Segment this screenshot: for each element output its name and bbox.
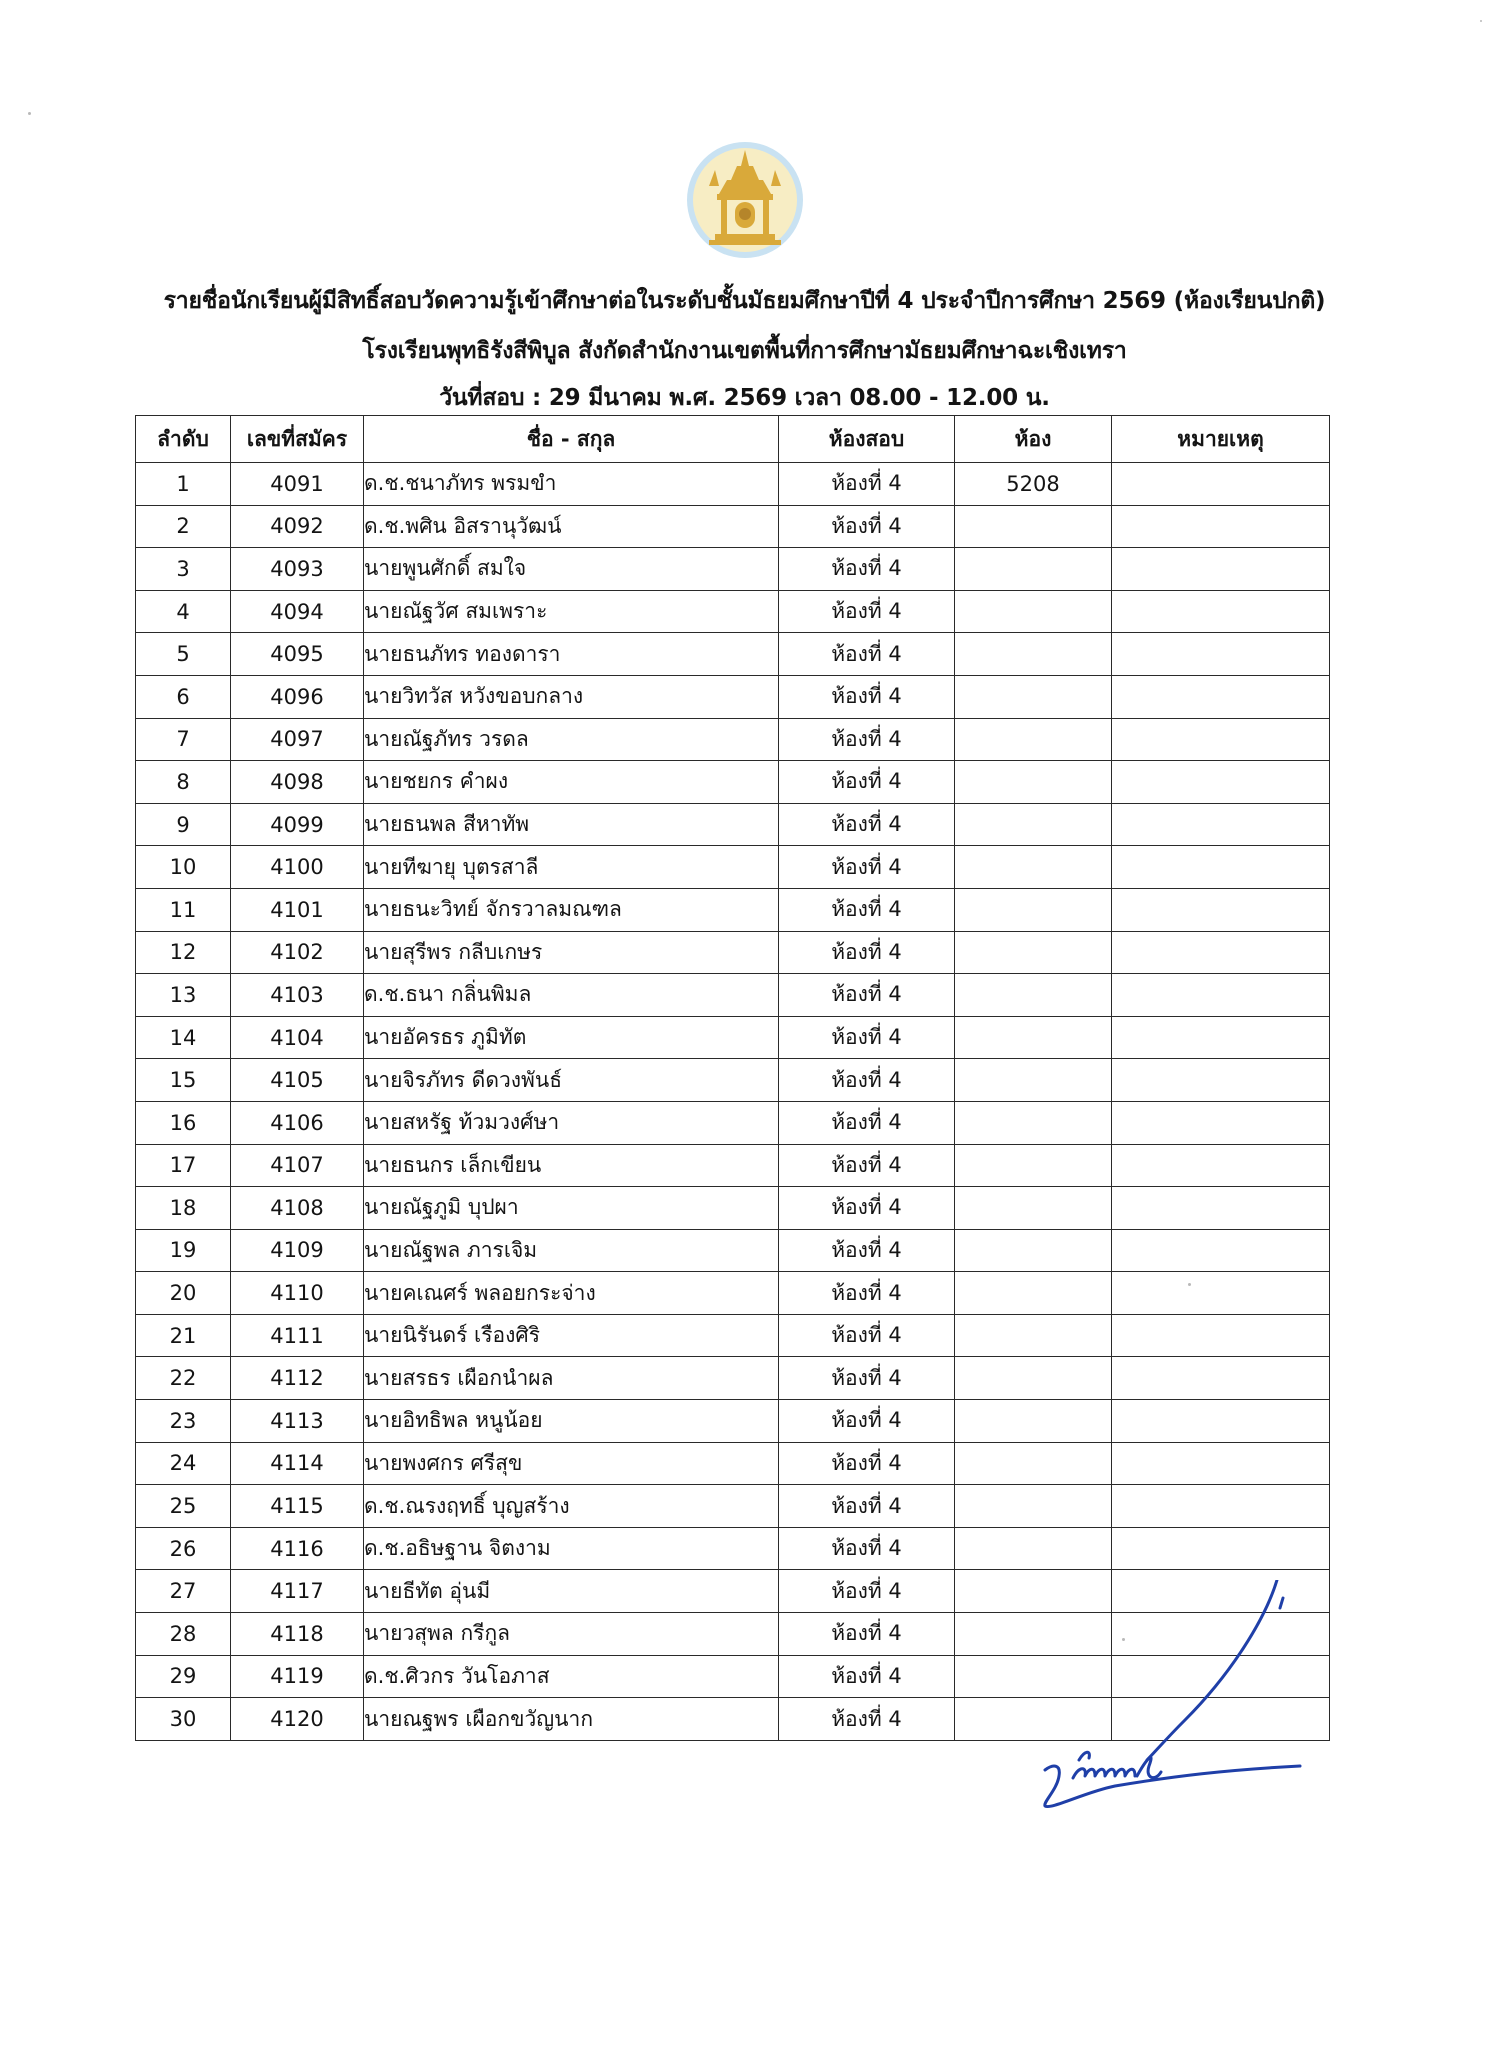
cell-exam-room: ห้องที่ 4 — [779, 633, 955, 676]
table-row — [136, 931, 1330, 974]
cell-room — [955, 1059, 1112, 1102]
cell-remark — [1112, 590, 1330, 633]
cell-name: นายธนพล สีหาทัพ — [364, 803, 779, 846]
cell-name: ด.ช.ชนาภัทร พรมขำ — [364, 463, 779, 506]
table-row — [136, 888, 1330, 931]
table-row — [136, 1485, 1330, 1528]
cell-order: 10 — [136, 846, 231, 889]
cell-exam-room: ห้องที่ 4 — [779, 590, 955, 633]
cell-room: 5208 — [955, 463, 1112, 506]
cell-room — [955, 505, 1112, 548]
handwritten-signature — [1015, 1580, 1315, 1850]
cell-exam-room: ห้องที่ 4 — [779, 1613, 955, 1656]
cell-app-no: 4112 — [231, 1357, 364, 1400]
cell-name: นายวสุพล กรีกูล — [364, 1613, 779, 1656]
table-row — [136, 1229, 1330, 1272]
cell-exam-room: ห้องที่ 4 — [779, 846, 955, 889]
cell-remark — [1112, 931, 1330, 974]
cell-name: นายสุรีพร กลีบเกษร — [364, 931, 779, 974]
cell-name: นายณัฐพล ภารเจิม — [364, 1229, 779, 1272]
cell-order: 2 — [136, 505, 231, 548]
cell-name: นายพงศกร ศรีสุข — [364, 1442, 779, 1485]
cell-exam-room: ห้องที่ 4 — [779, 1101, 955, 1144]
cell-exam-room: ห้องที่ 4 — [779, 1527, 955, 1570]
col-header-exam-room: ห้องสอบ — [779, 416, 955, 463]
cell-exam-room: ห้องที่ 4 — [779, 505, 955, 548]
cell-name: นายนิรันดร์ เรืองศิริ — [364, 1314, 779, 1357]
cell-app-no: 4098 — [231, 761, 364, 804]
cell-name: ด.ช.อธิษฐาน จิตงาม — [364, 1527, 779, 1570]
col-header-name: ชื่อ - สกุล — [364, 416, 779, 463]
cell-app-no: 4105 — [231, 1059, 364, 1102]
cell-order: 23 — [136, 1400, 231, 1443]
cell-name: นายอัครธร ภูมิทัต — [364, 1016, 779, 1059]
cell-room — [955, 1144, 1112, 1187]
cell-app-no: 4109 — [231, 1229, 364, 1272]
cell-remark — [1112, 1101, 1330, 1144]
table-row — [136, 1357, 1330, 1400]
cell-app-no: 4095 — [231, 633, 364, 676]
cell-name: ด.ช.พศิน อิสรานุวัฒน์ — [364, 505, 779, 548]
cell-exam-room: ห้องที่ 4 — [779, 1357, 955, 1400]
table-row — [136, 846, 1330, 889]
cell-app-no: 4120 — [231, 1698, 364, 1741]
cell-room — [955, 1400, 1112, 1443]
heading-line-3: วันที่สอบ : 29 มีนาคม พ.ศ. 2569 เวลา 08.00 - 12.00 น. — [439, 385, 1050, 411]
cell-app-no: 4097 — [231, 718, 364, 761]
col-header-room: ห้อง — [955, 416, 1112, 463]
cell-room — [955, 1485, 1112, 1528]
cell-name: ด.ช.ธนา กลิ่นพิมล — [364, 974, 779, 1017]
cell-app-no: 4119 — [231, 1655, 364, 1698]
cell-remark — [1112, 846, 1330, 889]
cell-name: นายชยกร คำผง — [364, 761, 779, 804]
cell-order: 13 — [136, 974, 231, 1017]
cell-name: ด.ช.ณรงฤทธิ์ บุญสร้าง — [364, 1485, 779, 1528]
cell-remark — [1112, 1059, 1330, 1102]
cell-exam-room: ห้องที่ 4 — [779, 888, 955, 931]
table-row — [136, 590, 1330, 633]
cell-order: 18 — [136, 1187, 231, 1230]
cell-app-no: 4111 — [231, 1314, 364, 1357]
cell-remark — [1112, 974, 1330, 1017]
cell-name: นายพูนศักดิ์ สมใจ — [364, 548, 779, 591]
cell-app-no: 4107 — [231, 1144, 364, 1187]
cell-remark — [1112, 675, 1330, 718]
cell-order: 11 — [136, 888, 231, 931]
cell-exam-room: ห้องที่ 4 — [779, 1016, 955, 1059]
cell-remark — [1112, 1527, 1330, 1570]
cell-app-no: 4092 — [231, 505, 364, 548]
cell-app-no: 4118 — [231, 1613, 364, 1656]
table-row — [136, 1272, 1330, 1315]
cell-room — [955, 888, 1112, 931]
table-row — [136, 548, 1330, 591]
cell-room — [955, 718, 1112, 761]
cell-remark — [1112, 1314, 1330, 1357]
heading-line-1: รายชื่อนักเรียนผู้มีสิทธิ์สอบวัดความรู้เข้าศึกษาต่อในระดับชั้นมัธยมศึกษาปีที่ 4 ประจำปีการศึกษา 2569 (ห้องเรียนปกติ) — [163, 288, 1326, 314]
cell-order: 21 — [136, 1314, 231, 1357]
cell-room — [955, 846, 1112, 889]
cell-remark — [1112, 1144, 1330, 1187]
cell-order: 24 — [136, 1442, 231, 1485]
cell-exam-room: ห้องที่ 4 — [779, 718, 955, 761]
cell-room — [955, 1229, 1112, 1272]
cell-app-no: 4113 — [231, 1400, 364, 1443]
cell-room — [955, 1187, 1112, 1230]
cell-room — [955, 548, 1112, 591]
table-row — [136, 505, 1330, 548]
cell-room — [955, 675, 1112, 718]
cell-room — [955, 931, 1112, 974]
cell-room — [955, 1016, 1112, 1059]
cell-app-no: 4106 — [231, 1101, 364, 1144]
cell-exam-room: ห้องที่ 4 — [779, 1314, 955, 1357]
cell-order: 28 — [136, 1613, 231, 1656]
cell-remark — [1112, 761, 1330, 804]
cell-order: 30 — [136, 1698, 231, 1741]
col-header-remark: หมายเหตุ — [1112, 416, 1330, 463]
cell-name: นายณฐพร เผือกขวัญนาก — [364, 1698, 779, 1741]
cell-app-no: 4091 — [231, 463, 364, 506]
cell-order: 16 — [136, 1101, 231, 1144]
cell-room — [955, 974, 1112, 1017]
cell-remark — [1112, 633, 1330, 676]
cell-remark — [1112, 1400, 1330, 1443]
cell-order: 25 — [136, 1485, 231, 1528]
cell-remark — [1112, 1187, 1330, 1230]
table-row — [136, 1442, 1330, 1485]
cell-remark — [1112, 1485, 1330, 1528]
cell-order: 17 — [136, 1144, 231, 1187]
cell-room — [955, 1101, 1112, 1144]
cell-room — [955, 1527, 1112, 1570]
table-row — [136, 463, 1330, 506]
cell-app-no: 4102 — [231, 931, 364, 974]
cell-name: นายณัฐวัศ สมเพราะ — [364, 590, 779, 633]
cell-order: 27 — [136, 1570, 231, 1613]
cell-exam-room: ห้องที่ 4 — [779, 548, 955, 591]
cell-remark — [1112, 463, 1330, 506]
table-row — [136, 803, 1330, 846]
cell-order: 8 — [136, 761, 231, 804]
cell-exam-room: ห้องที่ 4 — [779, 1144, 955, 1187]
cell-order: 20 — [136, 1272, 231, 1315]
cell-exam-room: ห้องที่ 4 — [779, 1485, 955, 1528]
table-row — [136, 1187, 1330, 1230]
cell-name: นายธีทัต อุ่นมี — [364, 1570, 779, 1613]
cell-remark — [1112, 1229, 1330, 1272]
cell-app-no: 4104 — [231, 1016, 364, 1059]
table-row — [136, 1059, 1330, 1102]
cell-name: นายธนกร เล็กเขียน — [364, 1144, 779, 1187]
cell-name: นายณัฐภูมิ บุปผา — [364, 1187, 779, 1230]
cell-remark — [1112, 718, 1330, 761]
cell-room — [955, 590, 1112, 633]
cell-exam-room: ห้องที่ 4 — [779, 1400, 955, 1443]
table-row — [136, 761, 1330, 804]
cell-exam-room: ห้องที่ 4 — [779, 1442, 955, 1485]
cell-app-no: 4116 — [231, 1527, 364, 1570]
cell-exam-room: ห้องที่ 4 — [779, 1229, 955, 1272]
cell-app-no: 4101 — [231, 888, 364, 931]
cell-room — [955, 1272, 1112, 1315]
cell-exam-room: ห้องที่ 4 — [779, 1655, 955, 1698]
cell-order: 26 — [136, 1527, 231, 1570]
cell-exam-room: ห้องที่ 4 — [779, 974, 955, 1017]
cell-app-no: 4099 — [231, 803, 364, 846]
cell-order: 14 — [136, 1016, 231, 1059]
cell-app-no: 4096 — [231, 675, 364, 718]
cell-order: 19 — [136, 1229, 231, 1272]
table-row — [136, 1016, 1330, 1059]
cell-app-no: 4093 — [231, 548, 364, 591]
cell-order: 15 — [136, 1059, 231, 1102]
school-emblem-icon — [685, 140, 805, 260]
table-row — [136, 633, 1330, 676]
cell-app-no: 4110 — [231, 1272, 364, 1315]
cell-app-no: 4115 — [231, 1485, 364, 1528]
table-row — [136, 1144, 1330, 1187]
cell-exam-room: ห้องที่ 4 — [779, 1187, 955, 1230]
cell-name: นายทีฆายุ บุตรสาลี — [364, 846, 779, 889]
cell-exam-room: ห้องที่ 4 — [779, 931, 955, 974]
cell-exam-room: ห้องที่ 4 — [779, 1570, 955, 1613]
cell-exam-room: ห้องที่ 4 — [779, 803, 955, 846]
cell-exam-room: ห้องที่ 4 — [779, 675, 955, 718]
cell-exam-room: ห้องที่ 4 — [779, 1698, 955, 1741]
table-row — [136, 675, 1330, 718]
cell-remark — [1112, 548, 1330, 591]
cell-remark — [1112, 1357, 1330, 1400]
cell-order: 5 — [136, 633, 231, 676]
table-row — [136, 1527, 1330, 1570]
cell-order: 7 — [136, 718, 231, 761]
cell-app-no: 4108 — [231, 1187, 364, 1230]
cell-name: นายอิทธิพล หนูน้อย — [364, 1400, 779, 1443]
cell-exam-room: ห้องที่ 4 — [779, 761, 955, 804]
cell-exam-room: ห้องที่ 4 — [779, 1272, 955, 1315]
cell-name: นายคเณศร์ พลอยกระจ่าง — [364, 1272, 779, 1315]
cell-order: 1 — [136, 463, 231, 506]
cell-room — [955, 1442, 1112, 1485]
cell-remark — [1112, 888, 1330, 931]
cell-name: นายสรธร เผือกนำผล — [364, 1357, 779, 1400]
table-row — [136, 974, 1330, 1017]
table-row — [136, 1101, 1330, 1144]
cell-order: 22 — [136, 1357, 231, 1400]
cell-name: นายสหรัฐ ท้วมวงศ์ษา — [364, 1101, 779, 1144]
cell-remark — [1112, 1272, 1330, 1315]
cell-remark — [1112, 505, 1330, 548]
table-row — [136, 1314, 1330, 1357]
cell-name: นายธนะวิทย์ จักรวาลมณฑล — [364, 888, 779, 931]
scan-speck — [1480, 20, 1482, 22]
cell-remark — [1112, 803, 1330, 846]
cell-name: ด.ช.ศิวกร วันโอภาส — [364, 1655, 779, 1698]
cell-app-no: 4100 — [231, 846, 364, 889]
heading-line-2: โรงเรียนพุทธิรังสีพิบูล สังกัดสำนักงานเขตพื้นที่การศึกษามัธยมศึกษาฉะเชิงเทรา — [362, 338, 1127, 364]
cell-app-no: 4103 — [231, 974, 364, 1017]
cell-order: 6 — [136, 675, 231, 718]
cell-app-no: 4114 — [231, 1442, 364, 1485]
cell-name: นายจิรภัทร ดีดวงพันธ์ — [364, 1059, 779, 1102]
cell-exam-room: ห้องที่ 4 — [779, 1059, 955, 1102]
cell-exam-room: ห้องที่ 4 — [779, 463, 955, 506]
cell-room — [955, 1314, 1112, 1357]
cell-order: 29 — [136, 1655, 231, 1698]
cell-room — [955, 803, 1112, 846]
cell-name: นายธนภัทร ทองดารา — [364, 633, 779, 676]
cell-room — [955, 1357, 1112, 1400]
cell-remark — [1112, 1016, 1330, 1059]
table-row — [136, 1400, 1330, 1443]
col-header-app-no: เลขที่สมัคร — [231, 416, 364, 463]
cell-app-no: 4117 — [231, 1570, 364, 1613]
cell-name: นายณัฐภัทร วรดล — [364, 718, 779, 761]
cell-app-no: 4094 — [231, 590, 364, 633]
candidate-table — [135, 415, 1330, 1741]
cell-order: 3 — [136, 548, 231, 591]
cell-remark — [1112, 1442, 1330, 1485]
cell-room — [955, 633, 1112, 676]
cell-order: 4 — [136, 590, 231, 633]
table-header-row — [136, 416, 1330, 463]
table-row — [136, 718, 1330, 761]
cell-order: 12 — [136, 931, 231, 974]
col-header-order: ลำดับ — [136, 416, 231, 463]
cell-name: นายวิทวัส หวังขอบกลาง — [364, 675, 779, 718]
scan-speck — [28, 112, 31, 115]
cell-room — [955, 761, 1112, 804]
cell-order: 9 — [136, 803, 231, 846]
